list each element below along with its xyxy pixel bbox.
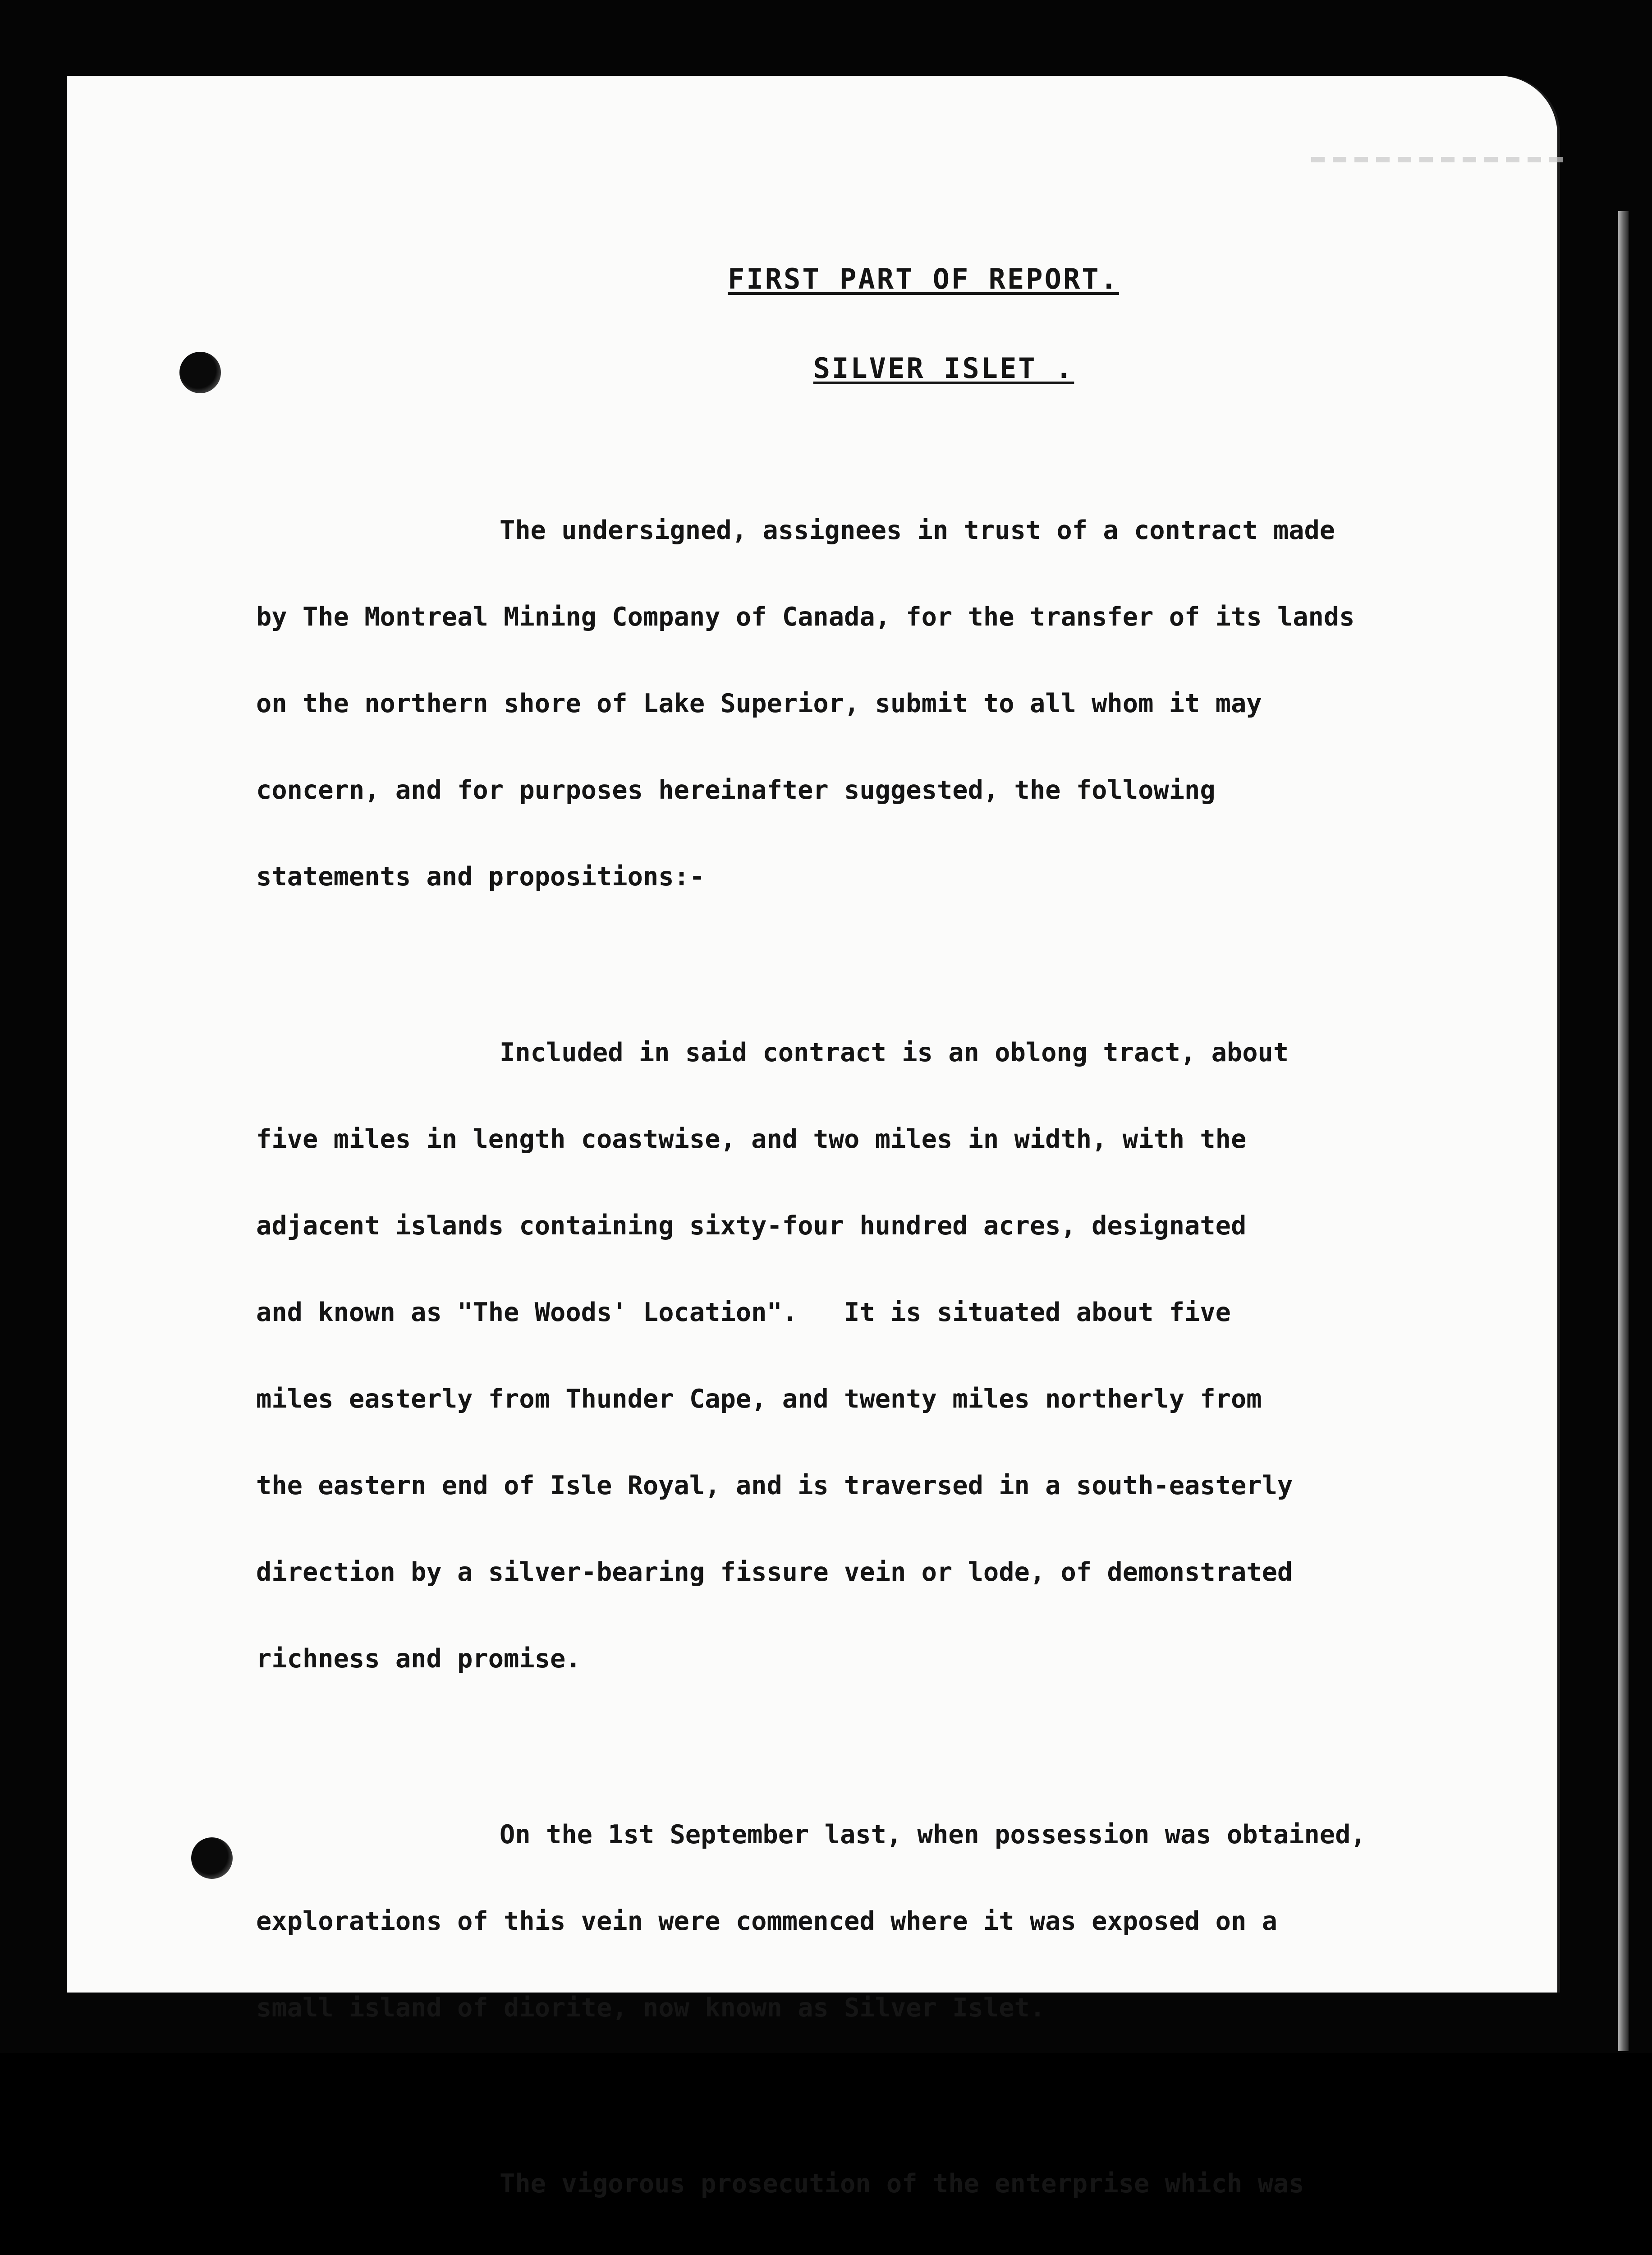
punch-hole-bottom (191, 1837, 233, 1879)
paragraph-line: five miles in length coastwise, and two miles in width, with the (256, 1124, 1247, 1154)
punch-hole-top (179, 352, 221, 393)
paragraph (256, 980, 1519, 1731)
paragraph-line: Included in said contract is an oblong tract, about (500, 1038, 1289, 1068)
paragraph-line: explorations of this vein were commenced where it was exposed on a (256, 1906, 1277, 1936)
paragraph-line: On the 1st September last, when possession was obtained, (500, 1820, 1366, 1850)
paragraph-line: miles easterly from Thunder Cape, and twenty miles northerly from (256, 1384, 1262, 1414)
paragraph-line: the eastern end of Isle Royal, and is traversed in a south-easterly (256, 1471, 1293, 1500)
paragraph (256, 458, 1519, 949)
paragraph (256, 2112, 1519, 2255)
typed-page (67, 76, 1557, 2199)
paragraph-line: adjacent islands containing sixty-four hundred acres, designated (256, 1211, 1247, 1241)
paragraph-line: on the northern shore of Lake Superior, submit to all whom it may (256, 689, 1262, 718)
paragraph-line: The vigorous prosecution of the enterprise which was (500, 2169, 1304, 2199)
paragraph-line: and known as "The Woods' Location". It is situated about five (256, 1298, 1231, 1327)
page-top-edge (1311, 157, 1564, 162)
paragraph-line: concern, and for purposes hereinafter suggested, the following (256, 775, 1216, 805)
section-title: SILVER ISLET . (813, 352, 1074, 385)
page-right-edge (1618, 211, 1629, 2051)
paragraph-line: small island of diorite, now known as Silver Islet. (256, 1993, 1046, 2023)
paragraph-line: statements and propositions:- (256, 862, 705, 892)
paragraph-line: richness and promise. (256, 1644, 581, 1674)
paragraph-line: by The Montreal Mining Company of Canada, for the transfer of its lands (256, 602, 1355, 632)
report-title: FIRST PART OF REPORT. (728, 262, 1119, 295)
paragraph (256, 1763, 1519, 2080)
paragraph-line: The undersigned, assignees in trust of a contract made (500, 515, 1335, 545)
report-body (256, 262, 1519, 2255)
paragraph-line: direction by a silver-bearing fissure vein or lode, of demonstrated (256, 1557, 1293, 1587)
